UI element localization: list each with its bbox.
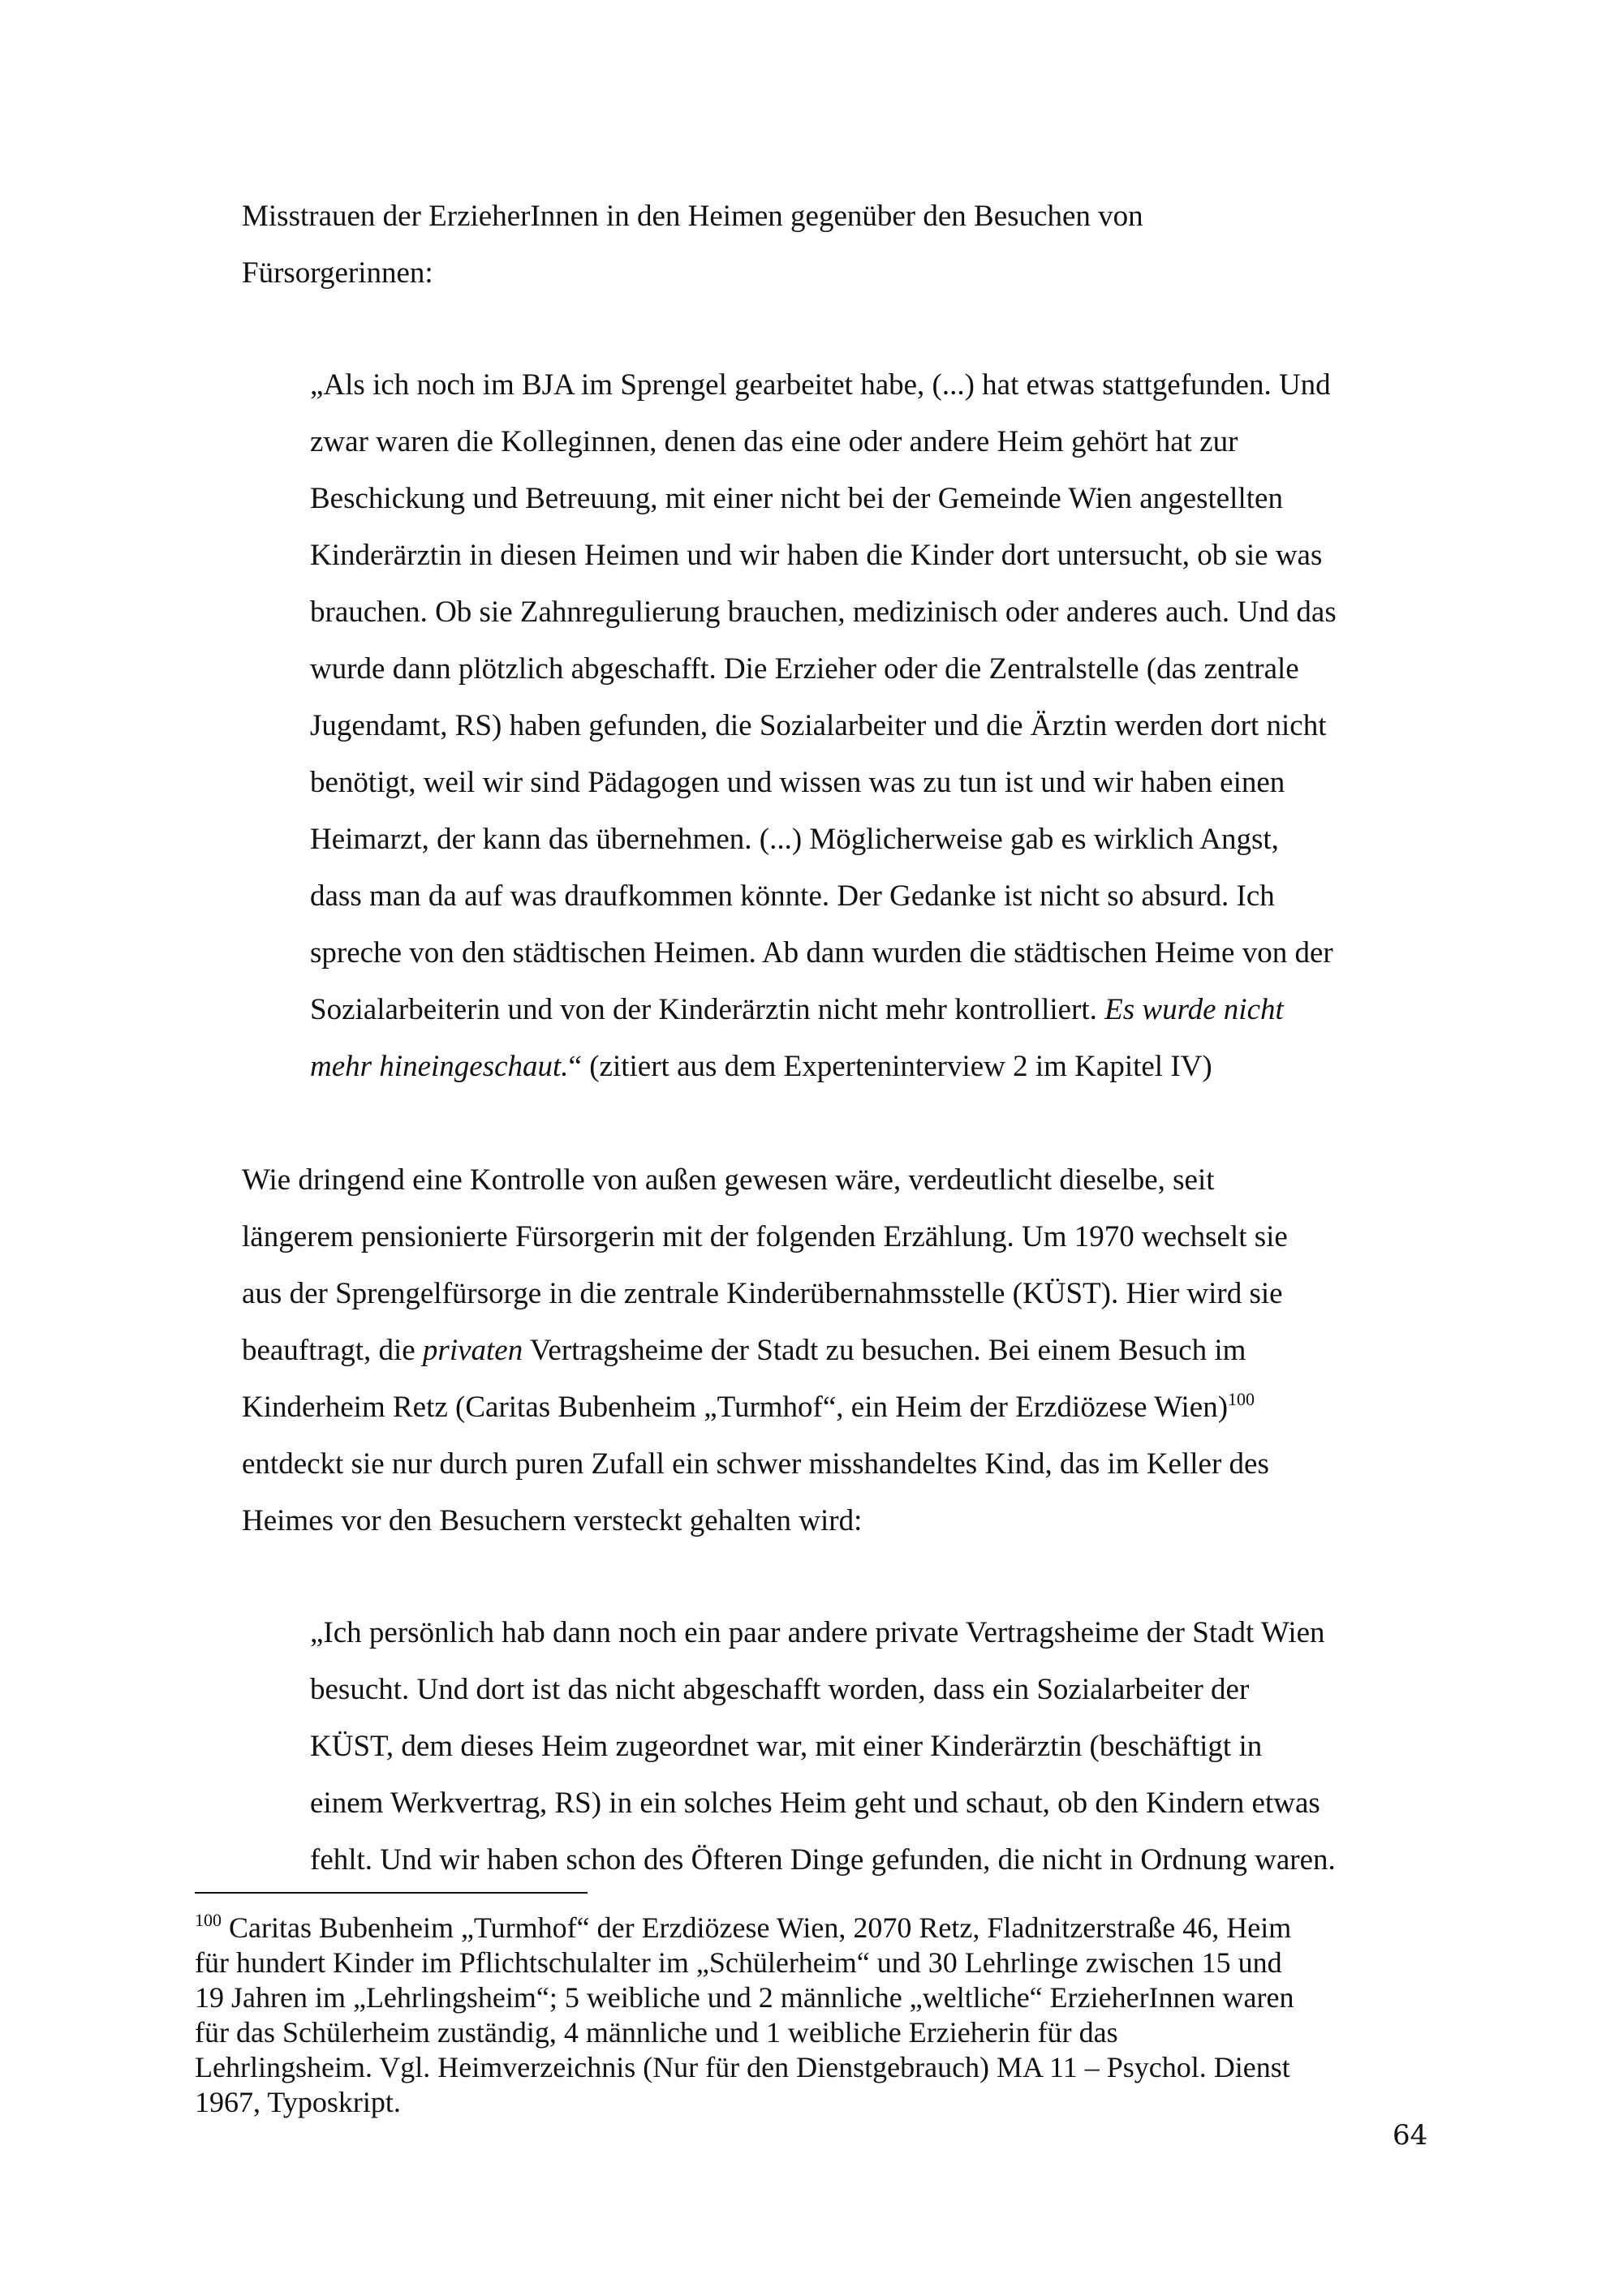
footnote	[195, 1911, 1444, 2120]
quote-1-line-11: spreche von den städtischen Heimen. Ab dann wurden die städtischen Heime von der	[310, 936, 1333, 970]
para-2-line-4-end: Vertragsheime der Stadt zu besuchen. Bei einem Besuch im	[523, 1334, 1246, 1367]
quote-1-line-13	[310, 1038, 1446, 1095]
block-quote-1	[310, 357, 1446, 1095]
footnote-line-2: für hundert Kinder im Pflichtschulalter im „Schülerheim“ und 30 Lehrlinge zwischen 15 und	[195, 1946, 1282, 1979]
quote-1-line-12-italic: Es wurde nicht	[1104, 993, 1284, 1026]
page-number: 64	[1393, 2119, 1428, 2152]
footnote-line-6: 1967, Typoskript.	[195, 2086, 401, 2118]
para-2-line-4-start: beauftragt, die	[242, 1334, 423, 1367]
para-2-line-5	[242, 1379, 1435, 1436]
quote-1-line-3: Beschickung und Betreuung, mit einer nicht bei der Gemeinde Wien angestellten	[310, 482, 1283, 515]
quote-1-line-1: „Als ich noch im BJA im Sprengel gearbeitet habe, (...) hat etwas stattgefunden. Und	[310, 368, 1331, 402]
quote-1-line-9: Heimarzt, der kann das übernehmen. (...) Möglicherweise gab es wirklich Angst,	[310, 823, 1279, 856]
para-2-line-7: Heimes vor den Besuchern versteckt gehalten wird:	[242, 1504, 863, 1537]
footnote-line-5: Lehrlingsheim. Vgl. Heimverzeichnis (Nur für den Dienstgebrauch) MA 11 – Psychol. Dienst	[195, 2051, 1290, 2083]
para-2-line-4-italic: privaten	[422, 1334, 523, 1367]
para-2-line-1: Wie dringend eine Kontrolle von außen gewesen wäre, verdeutlicht dieselbe, seit	[242, 1163, 1215, 1197]
block-quote-2	[310, 1605, 1446, 1889]
intro-line-2: Fürsorgerinnen:	[242, 256, 433, 290]
para-2-line-3: aus der Sprengelfürsorge in die zentrale Kinderübernahmsstelle (KÜST). Hier wird sie	[242, 1277, 1283, 1310]
intro-paragraph	[242, 188, 1435, 302]
footnote-number: 100	[195, 1910, 222, 1930]
para-2-line-4	[242, 1322, 1435, 1379]
quote-2-line-5: fehlt. Und wir haben schon des Öfteren Dinge gefunden, die nicht in Ordnung waren.	[310, 1843, 1336, 1877]
quote-1-line-12-text: Sozialarbeiterin und von der Kinderärztin nicht mehr kontrolliert.	[310, 993, 1105, 1026]
footnote-separator	[195, 1892, 588, 1894]
body-paragraph-2	[242, 1152, 1435, 1550]
quote-1-line-13-text: “ (zitiert aus dem Experteninterview 2 im Kapitel IV)	[568, 1050, 1212, 1083]
footnote-line-4: für das Schülerheim zuständig, 4 männliche und 1 weibliche Erzieherin für das	[195, 2016, 1118, 2049]
quote-2-line-2: besucht. Und dort ist das nicht abgeschafft worden, dass ein Sozialarbeiter der	[310, 1673, 1250, 1706]
footnote-line-1-text: Caritas Bubenheim „Turmhof“ der Erzdiözese Wien, 2070 Retz, Fladnitzerstraße 46, Heim	[222, 1911, 1292, 1944]
para-2-line-5-text: Kinderheim Retz (Caritas Bubenheim „Turmhof“, ein Heim der Erzdiözese Wien)	[242, 1391, 1229, 1424]
footnote-reference[interactable]: 100	[1228, 1389, 1255, 1409]
footnote-line-1	[195, 1911, 1444, 1946]
quote-1-line-6: wurde dann plötzlich abgeschafft. Die Erzieher oder die Zentralstelle (das zentrale	[310, 652, 1299, 686]
intro-line-1: Misstrauen der ErzieherInnen in den Heimen gegenüber den Besuchen von	[242, 200, 1143, 233]
quote-1-line-10: dass man da auf was draufkommen könnte. Der Gedanke ist nicht so absurd. Ich	[310, 879, 1275, 913]
quote-2-line-3: KÜST, dem dieses Heim zugeordnet war, mit einer Kinderärztin (beschäftigt in	[310, 1730, 1263, 1763]
para-2-line-6: entdeckt sie nur durch puren Zufall ein schwer misshandeltes Kind, das im Keller des	[242, 1447, 1269, 1481]
quote-2-line-1: „Ich persönlich hab dann noch ein paar andere private Vertragsheime der Stadt Wien	[310, 1616, 1325, 1649]
footnote-line-3: 19 Jahren im „Lehrlingsheim“; 5 weibliche und 2 männliche „weltliche“ ErzieherInnen waren	[195, 1981, 1294, 2014]
quote-1-line-12	[310, 982, 1446, 1038]
quote-1-line-8: benötigt, weil wir sind Pädagogen und wissen was zu tun ist und wir haben einen	[310, 766, 1285, 799]
quote-1-line-7: Jugendamt, RS) haben gefunden, die Sozialarbeiter und die Ärztin werden dort nicht	[310, 709, 1327, 742]
quote-1-line-4: Kinderärztin in diesen Heimen und wir haben die Kinder dort untersucht, ob sie was	[310, 539, 1323, 572]
quote-1-line-13-italic: mehr hineingeschaut.	[310, 1050, 569, 1083]
para-2-line-2: längerem pensionierte Fürsorgerin mit der folgenden Erzählung. Um 1970 wechselt sie	[242, 1220, 1288, 1253]
quote-1-line-5: brauchen. Ob sie Zahnregulierung brauchen, medizinisch oder anderes auch. Und das	[310, 595, 1337, 629]
quote-2-line-4: einem Werkvertrag, RS) in ein solches Heim geht und schaut, ob den Kindern etwas	[310, 1786, 1320, 1820]
quote-1-line-2: zwar waren die Kolleginnen, denen das eine oder andere Heim gehört hat zur	[310, 425, 1238, 458]
